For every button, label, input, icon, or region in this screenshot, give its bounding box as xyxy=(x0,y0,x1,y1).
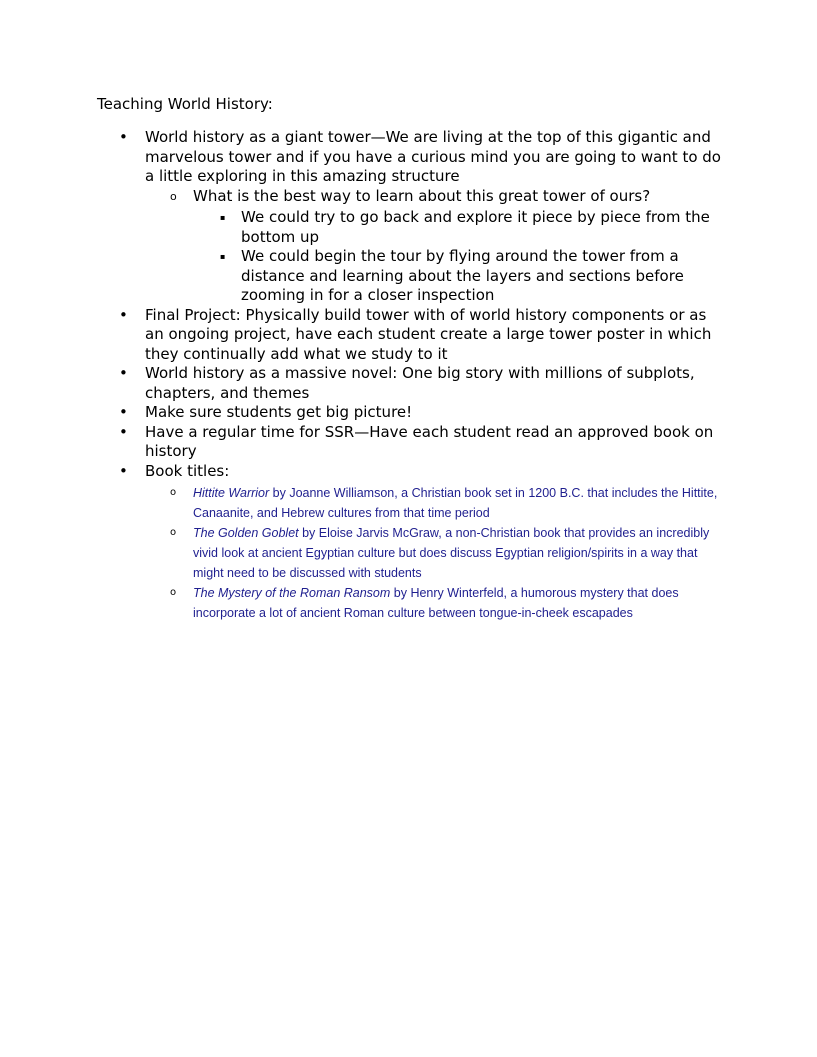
book-item-golden-goblet xyxy=(145,523,722,583)
list-item-novel xyxy=(97,364,722,403)
circle-bullet-icon: o xyxy=(170,527,177,538)
sub-list xyxy=(145,187,722,306)
circle-bullet-icon: o xyxy=(170,189,177,203)
book-description: by Henry Winterfeld, a humorous mystery that does incorporate a lot of ancient Roman culture between tongue-in-cheek escapades xyxy=(193,586,679,620)
bullet-icon: • xyxy=(119,305,128,324)
main-bullet-list xyxy=(97,128,722,623)
list-item-text: Make sure students get big picture! xyxy=(145,403,413,421)
square-bullet-icon: ▪ xyxy=(220,252,226,261)
sub-sub-list-item-bottom-up xyxy=(193,208,722,247)
list-item-text: World history as a massive novel: One big story with millions of subplots, chapters, and themes xyxy=(145,364,695,402)
bullet-icon: • xyxy=(119,128,128,146)
book-list xyxy=(145,483,722,623)
bullet-icon: • xyxy=(119,422,128,441)
sub-sub-list-item-text: We could try to go back and explore it piece by piece from the bottom up xyxy=(241,208,710,246)
list-item-big-picture xyxy=(97,403,722,423)
circle-bullet-icon: o xyxy=(170,487,177,498)
book-description: by Eloise Jarvis McGraw, a non-Christian book that provides an incredibly vivid look at ancient Egyptian culture but does discuss Egyptian religion/spirits in a way that might need to be discussed with students xyxy=(193,526,710,580)
sub-sub-list-item-text: We could begin the tour by flying around the tower from a distance and learning about the layers and sections before zooming in for a closer inspection xyxy=(241,247,684,304)
list-item-final-project xyxy=(97,306,722,365)
book-item-hittite-warrior xyxy=(145,483,722,523)
bullet-icon: • xyxy=(119,364,128,382)
sub-sub-list-item-fly-around xyxy=(193,247,722,306)
book-title: Hittite Warrior xyxy=(193,486,270,500)
list-item-ssr xyxy=(97,423,722,462)
list-item-text: World history as a giant tower—We are living at the top of this gigantic and marvelous tower and if you have a curious mind you are going to want to do a little exploring in this amazing structure xyxy=(145,128,721,185)
bullet-icon: • xyxy=(119,403,128,421)
book-item-roman-ransom xyxy=(145,583,722,623)
list-item-text: Final Project: Physically build tower with of world history components or as an ongoing project, have each student create a large tower poster in which they continually add what we study to it xyxy=(145,305,712,363)
bullet-icon: • xyxy=(119,461,128,480)
list-item-text: Have a regular time for SSR—Have each student read an approved book on history xyxy=(145,422,714,460)
circle-bullet-icon: o xyxy=(170,587,177,598)
sub-sub-list xyxy=(193,208,722,306)
list-item-tower xyxy=(97,128,722,306)
document-title: Teaching World History: xyxy=(97,95,273,113)
sub-list-item-text: What is the best way to learn about this great tower of ours? xyxy=(193,186,651,205)
book-title: The Mystery of the Roman Ransom xyxy=(193,586,391,600)
sub-list-item-question xyxy=(145,187,722,306)
list-item-text: Book titles: xyxy=(145,461,230,480)
square-bullet-icon: ▪ xyxy=(220,213,226,222)
list-item-book-titles xyxy=(97,462,722,624)
book-title: The Golden Goblet xyxy=(193,526,299,540)
book-description: by Joanne Williamson, a Christian book set in 1200 B.C. that includes the Hittite, Canaanite, and Hebrew cultures from that time period xyxy=(193,486,718,520)
